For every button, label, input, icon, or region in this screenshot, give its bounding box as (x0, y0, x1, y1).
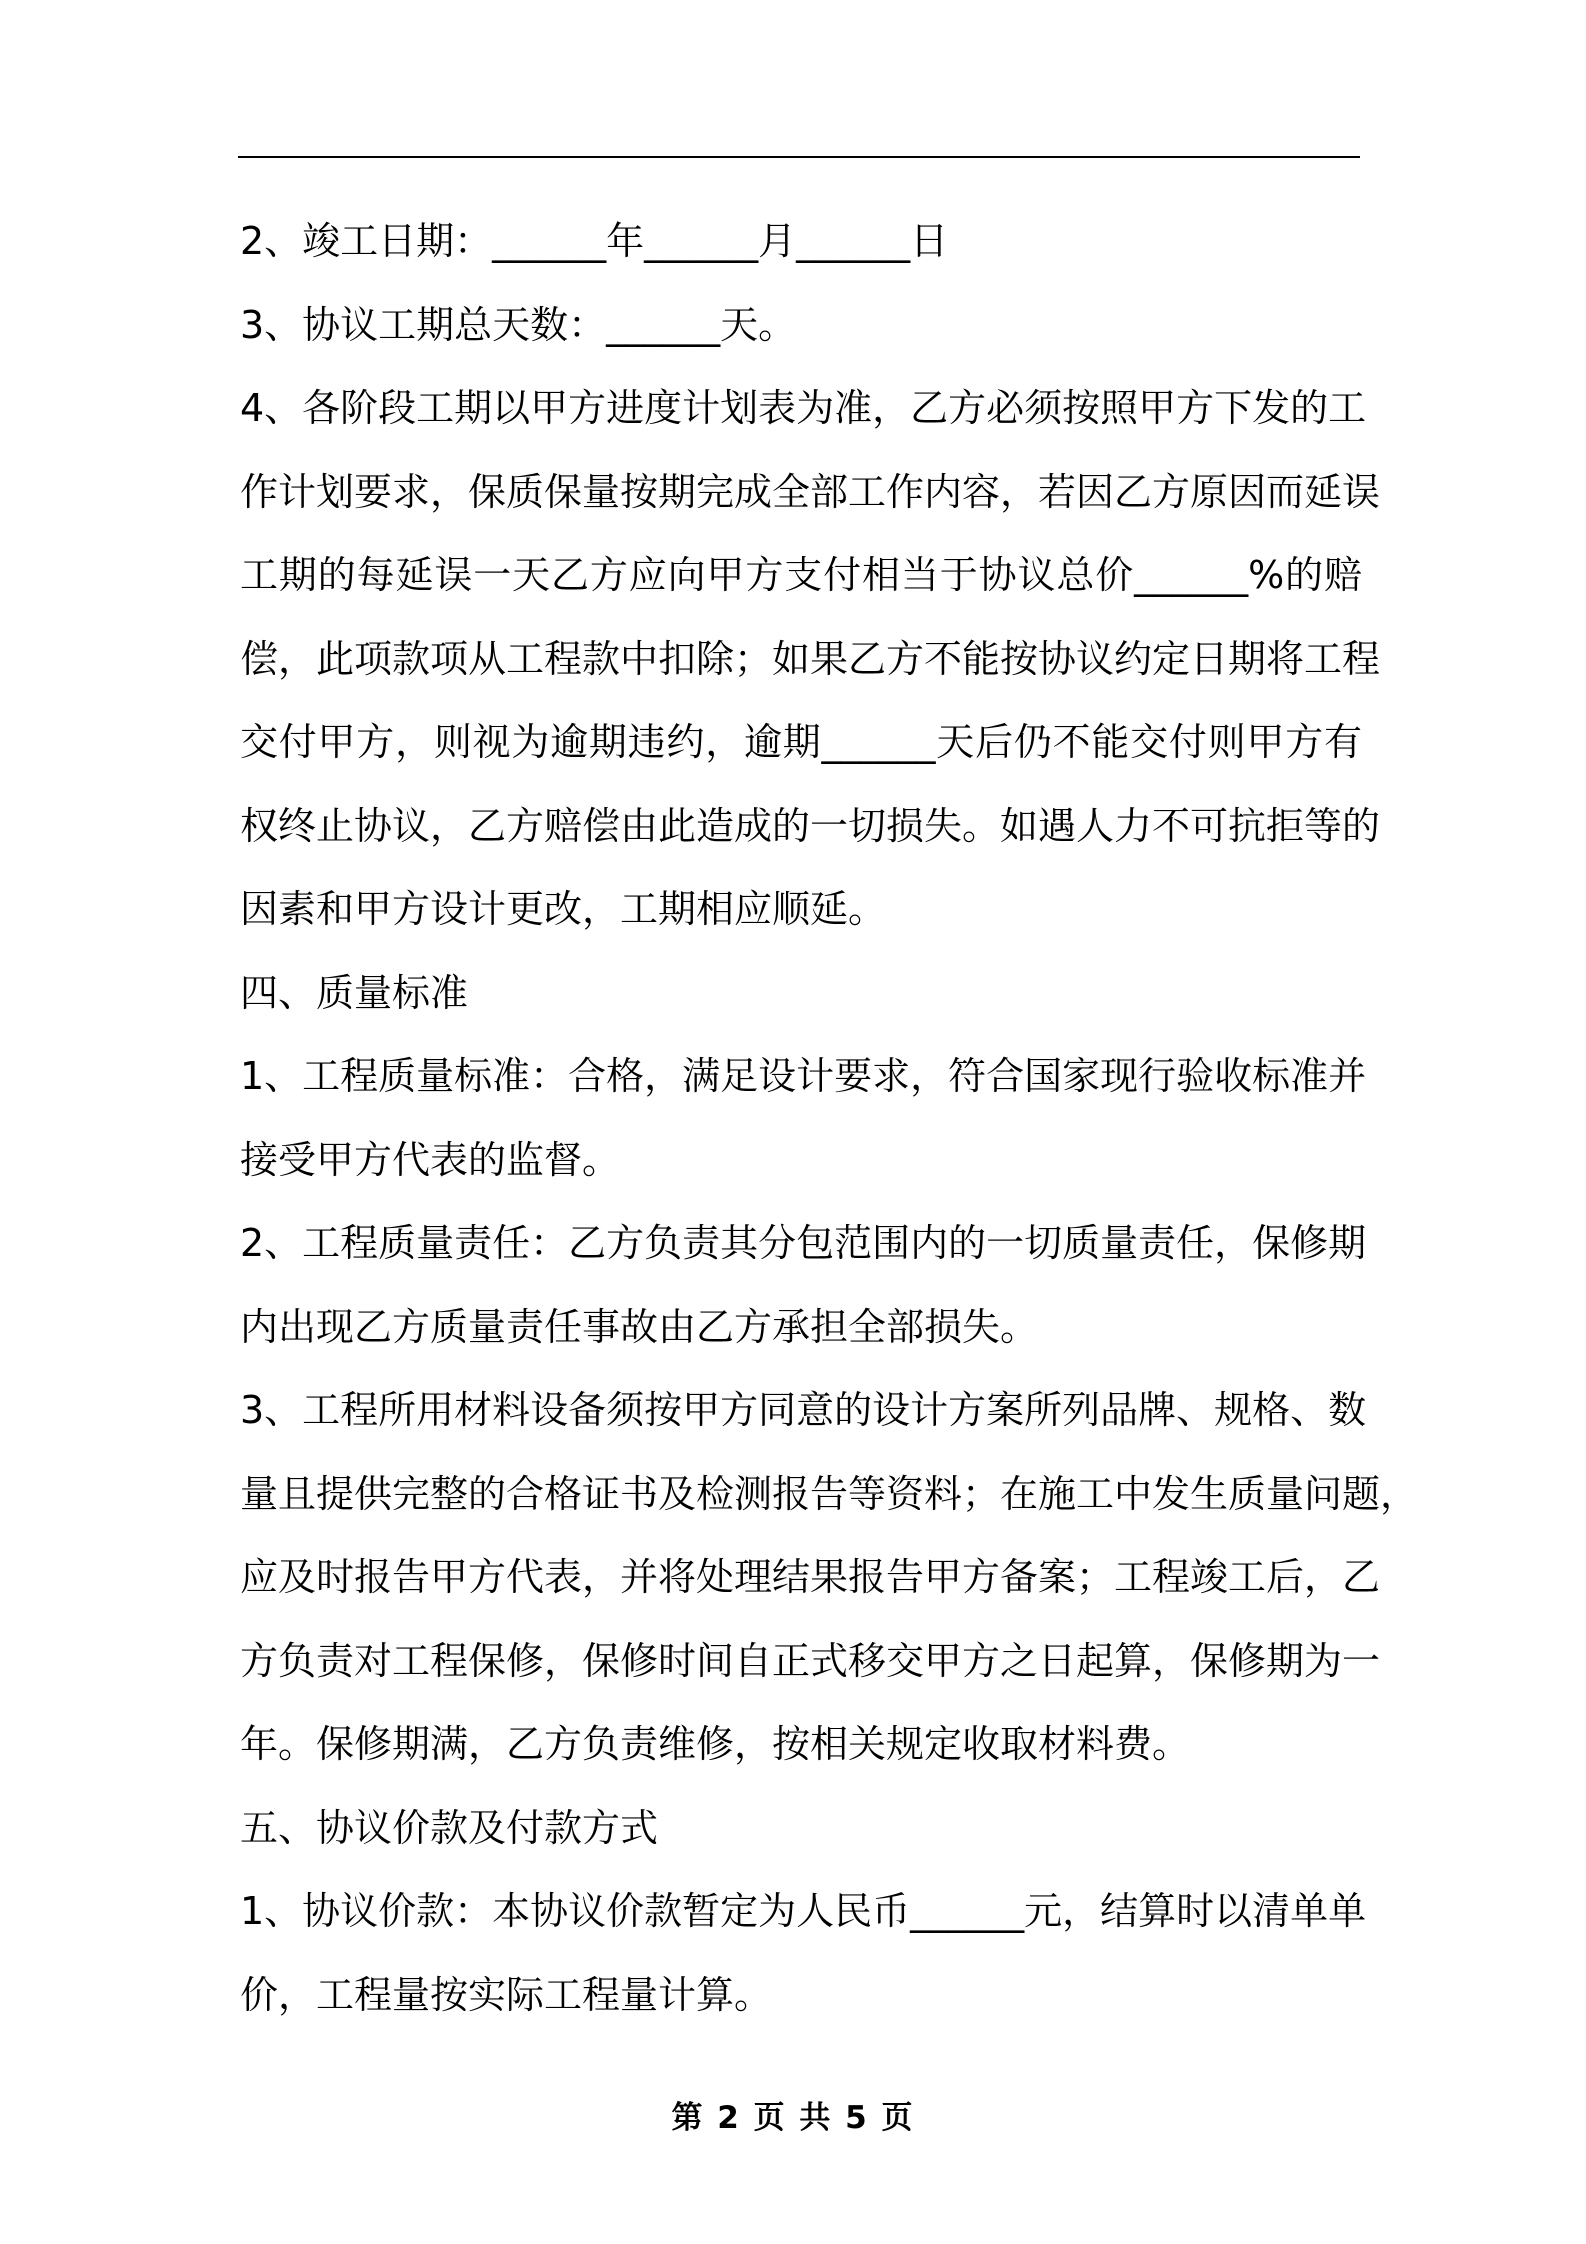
document-line: 五、协议价款及付款方式 (240, 1805, 659, 1850)
document-line: 应及时报告甲方代表，并将处理结果报告甲方备案；工程竣工后，乙 (240, 1555, 1381, 1599)
document-line: 方负责对工程保修，保修时间自正式移交甲方之日起算，保修期为一 (240, 1638, 1381, 1683)
document-line: 偿，此项款项从工程款中扣除；如果乙方不能按协议约定日期将工程 (240, 636, 1381, 681)
document-line: 年。保修期满，乙方负责维修，按相关规定收取材料费。 (240, 1722, 1191, 1766)
document-line: 1、协议价款：本协议价款暂定为人民币______元，结算时以清单单 (240, 1889, 1367, 1933)
document-line: 权终止协议，乙方赔偿由此造成的一切损失。如遇人力不可抗拒等的 (240, 803, 1381, 848)
document-line: 因素和甲方设计更改，工期相应顺延。 (240, 887, 887, 931)
document-line: 量且提供完整的合格证书及检测报告等资料；在施工中发生质量问题， (240, 1471, 1419, 1516)
document-line: 价，工程量按实际工程量计算。 (240, 1972, 773, 2017)
document-line: 作计划要求，保质保量按期完成全部工作内容，若因乙方原因而延误 (240, 469, 1381, 514)
document-line: 交付甲方，则视为逾期违约，逾期______天后仍不能交付则甲方有 (240, 720, 1362, 764)
document-line: 2、工程质量责任：乙方负责其分包范围内的一切质量责任，保修期 (240, 1221, 1367, 1265)
page-number-footer: 第 2 页 共 5 页 (671, 2100, 915, 2136)
document-body (240, 200, 1419, 2037)
document-line: 3、协议工期总天数：______天。 (240, 302, 797, 347)
document-line: 内出现乙方质量责任事故由乙方承担全部损失。 (240, 1304, 1039, 1349)
document-line: 工期的每延误一天乙方应向甲方支付相当于协议总价______%的赔 (240, 553, 1362, 597)
document-line: 3、工程所用材料设备须按甲方同意的设计方案所列品牌、规格、数 (240, 1388, 1367, 1432)
document-line: 四、质量标准 (240, 970, 469, 1015)
header-divider (238, 156, 1360, 158)
document-line: 接受甲方代表的监督。 (240, 1137, 621, 1182)
document-line: 2、竣工日期：______年______月______日 (240, 219, 949, 263)
document-line: 1、工程质量标准：合格，满足设计要求，符合国家现行验收标准并 (240, 1054, 1367, 1098)
document-line: 4、各阶段工期以甲方进度计划表为准，乙方必须按照甲方下发的工 (240, 386, 1367, 430)
